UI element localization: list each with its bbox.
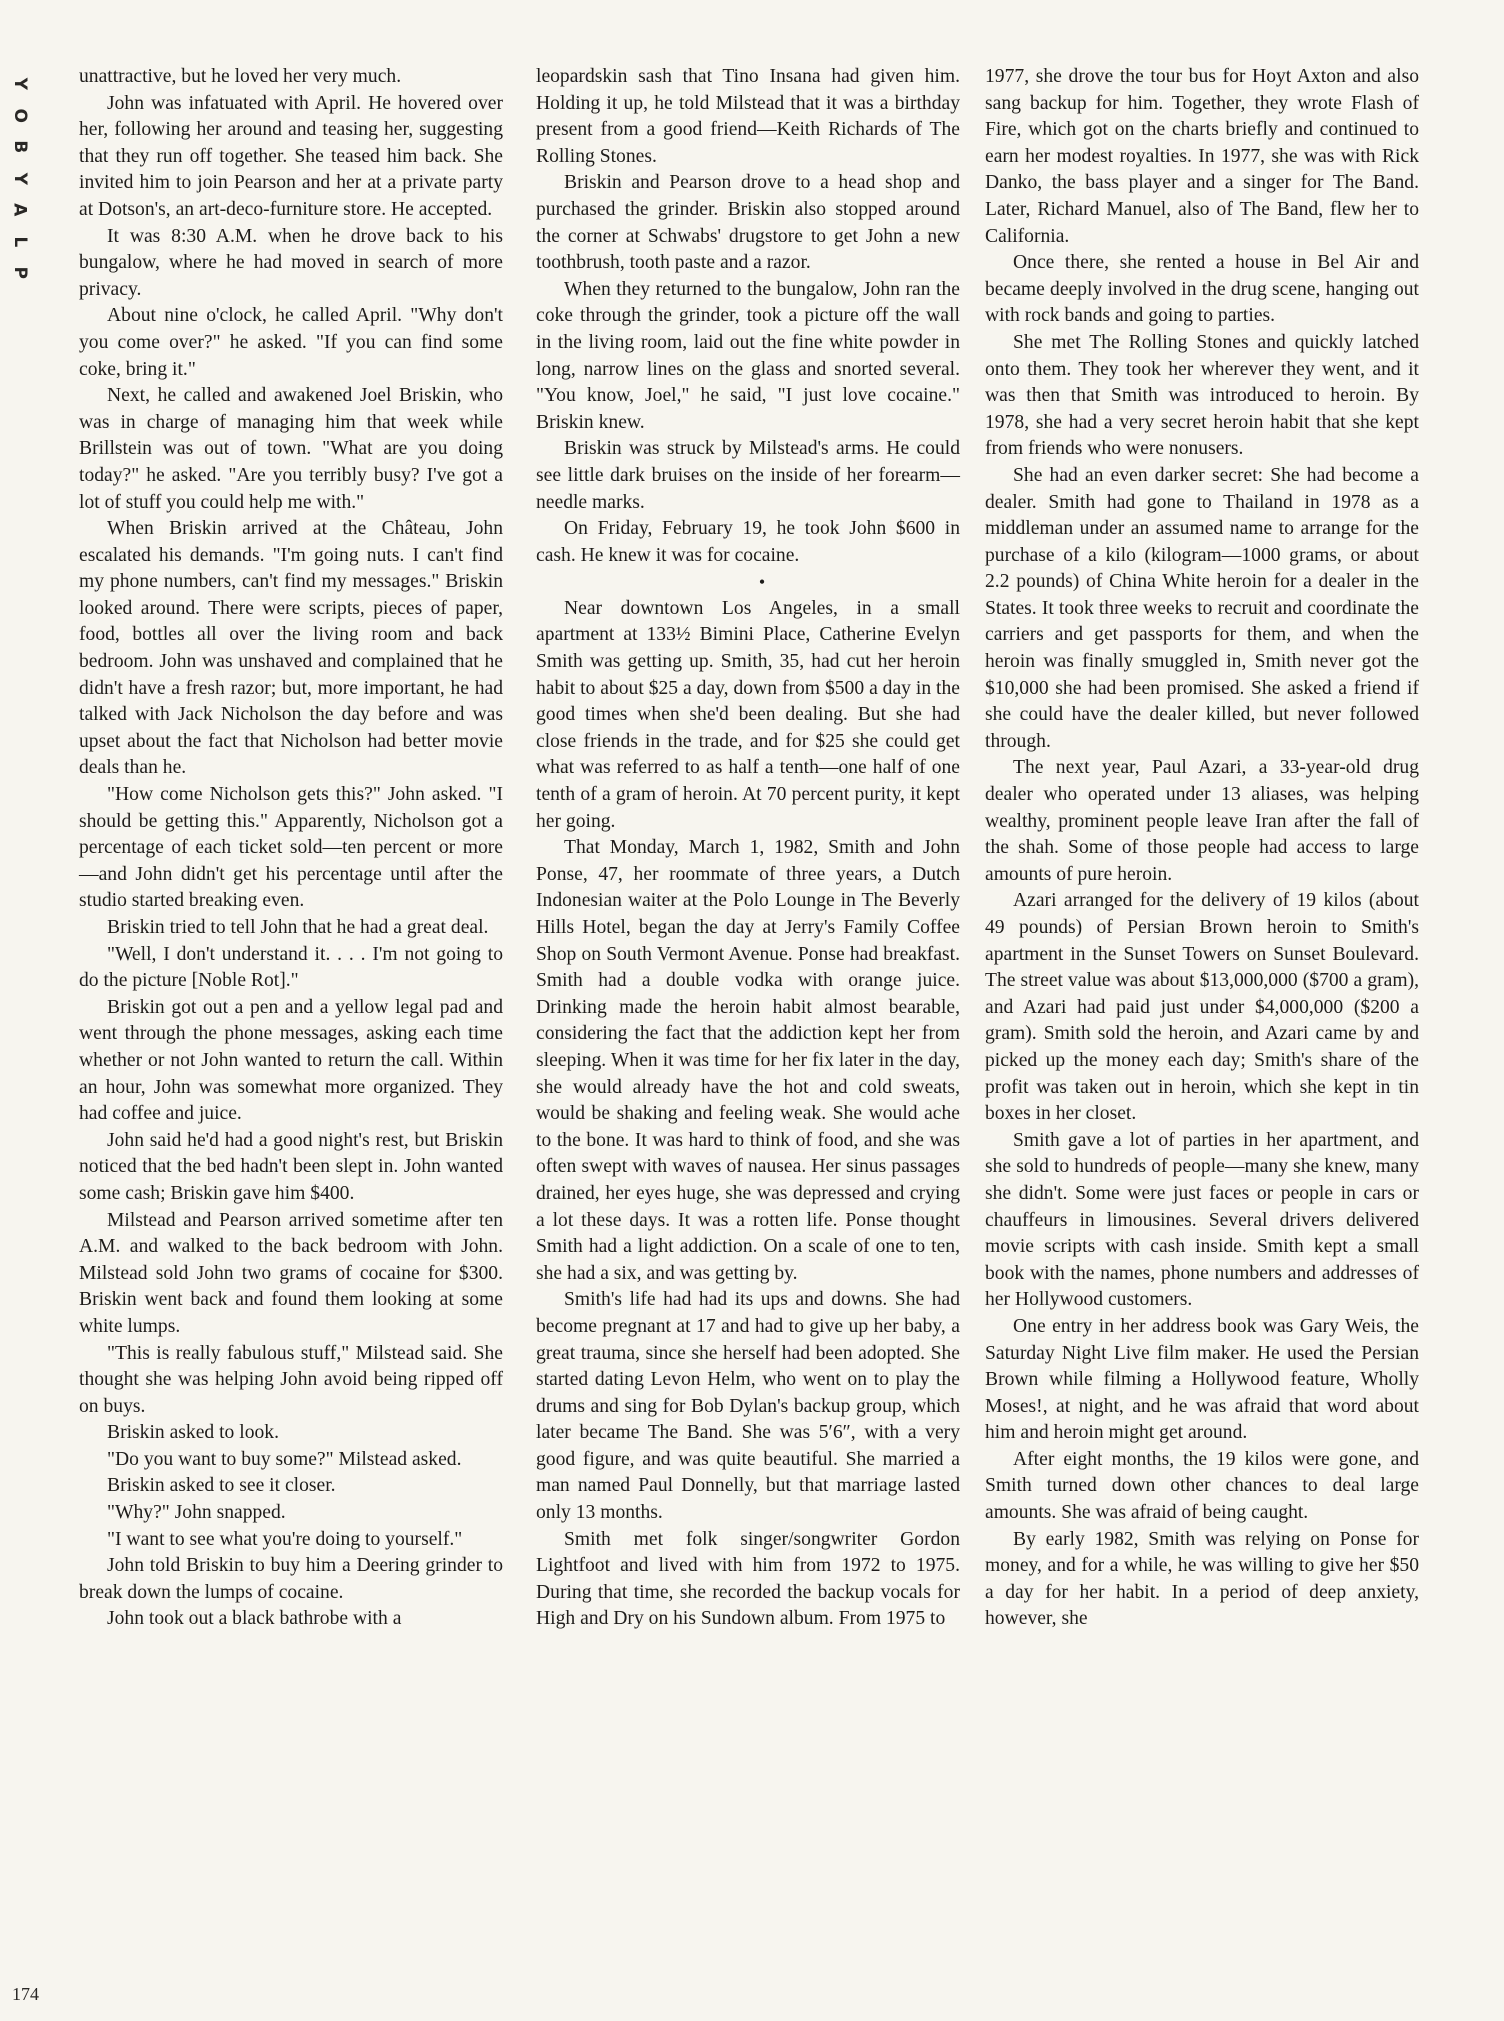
paragraph: Milstead and Pearson arrived sometime after ten A.M. and walked to the back bedroom with John. Milstead sold John two grams of cocaine for $300. Briskin went back and found them looking at some white lumps. [79,1209,503,1337]
paragraph: That Monday, March 1, 1982, Smith and John Ponse, 47, her roommate of three years, a Dutch Indonesian waiter at the Polo Lounge in The Beverly Hills Hotel, began the day at Jerry's Family Coffee Shop on South Vermont Avenue. Ponse had breakfast. Smith had a double vodka with orange juice. Drinking made the heroin habit almost bearable, considering the fact that the addiction kept her from sleeping. When it was time for her fix later in the day, she would already have the hot and cold sweats, would be shaking and feeling weak. She would ache to the bone. It was hard to think of food, and she was often swept with waves of nausea. Her sinus passages drained, her eyes huge, she was depressed and crying a lot these days. It was a rotten life. Ponse thought Smith had a light addiction. On a scale of one to ten, she had a six, and was getting by. [536,837,960,1284]
paragraph: "I want to see what you're doing to yourself." [107,1528,463,1550]
paragraph: "This is really fabulous stuff," Milstead said. She thought she was helping John avoid being ripped off on buys. [79,1342,503,1417]
masthead-letter: O [9,108,30,123]
paragraph: About nine o'clock, he called April. "Why don't you come over?" he asked. "If you can find some coke, bring it." [79,305,503,380]
paragraph: Briskin was struck by Milstead's arms. He could see little dark bruises on the inside of her forearm—needle marks. [536,438,960,513]
paragraph: John took out a black bathrobe with a [107,1608,402,1630]
masthead-letter: B [9,140,30,154]
magazine-masthead [6,68,32,289]
paragraph: leopardskin sash that Tino Insana had given him. Holding it up, he told Milstead that it was a birthday present from a good friend—Keith Richards of The Rolling Stones. [536,66,960,167]
masthead-letter: A [9,203,30,217]
paragraph: She met The Rolling Stones and quickly latched onto them. They took her wherever they went, and it was then that Smith was introduced to heroin. By 1978, she had a very secret heroin habit that she kept from friends who were nonusers. [985,331,1419,460]
paragraph: unattractive, but he loved her very much. [79,66,402,87]
paragraph: "Do you want to buy some?" Milstead asked. [107,1448,462,1470]
paragraph: Briskin got out a pen and a yellow legal pad and went through the phone messages, asking each time whether or not John wanted to return the call. Within an hour, John was somewhat more organized. They had coffee and juice. [79,996,503,1125]
paragraph: John was infatuated with April. He hovered over her, following her around and teasing her, suggesting that they run off together. She teased him back. She invited him to join Pearson and her at a private party at Dotson's, an art-deco-furniture store. He accepted. [79,92,503,220]
paragraph: Azari arranged for the delivery of 19 kilos (about 49 pounds) of Persian Brown heroin to Smith's apartment in the Sunset Towers on Sunset Boulevard. The street value was about $13,000,000 ($700 a gram), and Azari had paid just under $4,000,000 ($200 a gram). Smith sold the heroin, and Azari came by and picked up the money each day; Smith's share of the profit was taken out in heroin, which she kept in tin boxes in her closet. [985,890,1419,1125]
paragraph: John said he'd had a good night's rest, but Briskin noticed that the bed hadn't been slept in. John wanted some cash; Briskin gave him $400. [79,1129,503,1204]
paragraph: "How come Nicholson gets this?" John asked. "I should be getting this." Apparently, Nicholson got a percentage of each ticket sold—ten percent or more—and John didn't get his percentage until after the studio started breaking even. [79,784,503,912]
paragraph: After eight months, the 19 kilos were gone, and Smith turned down other chances to deal large amounts. She was afraid of being caught. [985,1448,1419,1524]
paragraph: It was 8:30 A.M. when he drove back to his bungalow, where he had moved in search of more privacy. [79,225,503,300]
text-column-2 [536,64,960,1633]
paragraph: On Friday, February 19, he took John $600 in cash. He knew it was for cocaine. [536,518,960,566]
paragraph: Near downtown Los Angeles, in a small apartment at 133½ Bimini Place, Catherine Evelyn Smith was getting up. Smith, 35, had cut her heroin habit to about $25 a day, down from $500 a day in the good times when she'd been dealing. But she had close friends in the trade, and for $25 she could get what was referred to as half a tenth—one half of one tenth of a gram of heroin. At 70 percent purity, it kept her going. [536,597,960,832]
paragraph: Next, he called and awakened Joel Briskin, who was in charge of managing him that week while Brillstein was out of town. "What are you doing today?" he asked. "Are you terribly busy? I've got a lot of stuff you could help me with." [79,385,503,513]
paragraph: By early 1982, Smith was relying on Ponse for money, and for a while, he was willing to give her $50 a day for her habit. In a period of deep anxiety, however, she [985,1528,1419,1630]
paragraph: Briskin asked to see it closer. [107,1475,336,1497]
section-separator: • [758,572,766,593]
paragraph: Briskin tried to tell John that he had a great deal. [107,917,489,938]
paragraph: "Why?" John snapped. [107,1502,286,1524]
paragraph: Smith gave a lot of parties in her apartment, and she sold to hundreds of people—many she knew, many she didn't. Some were just faces or people in cars or chauffeurs in limousines. Several drivers delivered movie scripts with cash inside. Smith kept a small book with the names, phone numbers and addresses of her Hollywood customers. [985,1129,1419,1311]
paragraph: Once there, she rented a house in Bel Air and became deeply involved in the drug scene, hanging out with rock bands and going to parties. [985,252,1419,327]
text-column-1 [79,64,503,1633]
paragraph: She had an even darker secret: She had become a dealer. Smith had gone to Thailand in 1978 as a middleman under an assumed name to arrange for the purchase of a kilo (kilogram—1000 grams, or about 2.2 pounds) of China White heroin for a dealer in the States. It took three weeks to recruit and coordinate the carriers and get passports for them, and when the heroin was finally smuggled in, Smith never got the $10,000 she had been promised. She asked a friend if she could have the dealer killed, but never followed through. [985,464,1419,752]
text-column-3 [985,64,1419,1633]
masthead-letter: L [9,235,30,247]
paragraph: John told Briskin to buy him a Deering grinder to break down the lumps of cocaine. [79,1555,503,1603]
masthead-letter: Y [9,77,30,90]
masthead-letter: P [9,266,30,279]
paragraph: "Well, I don't understand it. . . . I'm not going to do the picture [Noble Rot]." [79,943,503,992]
paragraph: Smith met folk singer/songwriter Gordon Lightfoot and lived with him from 1972 to 1975. During that time, she recorded the backup vocals for High and Dry on his Sundown album. From 1975 to [536,1528,960,1630]
paragraph: 1977, she drove the tour bus for Hoyt Axton and also sang backup for him. Together, they wrote Flash of Fire, which got on the charts briefly and continued to earn her modest royalties. In 1977, she was with Rick Danko, the bass player and a singer for The Band. Later, Richard Manuel, also of The Band, flew her to California. [985,66,1419,247]
paragraph: When they returned to the bungalow, John ran the coke through the grinder, took a picture off the wall in the living room, laid out the fine white powder in long, narrow lines on the glass and snorted several. "You know, Joel," he said, "I just love cocaine." Briskin knew. [536,278,960,433]
paragraph: When Briskin arrived at the Château, John escalated his demands. "I'm going nuts. I can't find my phone numbers, can't find my messages." Briskin looked around. There were scripts, pieces of paper, food, bottles all over the living room and back bedroom. John was unshaved and complained that he didn't have a fresh razor; but, more important, he had talked with Jack Nicholson the day before and was upset about the fact that Nicholson had better movie deals than he. [79,518,503,779]
paragraph: Briskin asked to look. [107,1422,279,1444]
paragraph: Smith's life had had its ups and downs. She had become pregnant at 17 and had to give up her baby, a great trauma, since she herself had been adopted. She started dating Levon Helm, who went on to play the drums and sing for Bob Dylan's backup group, which later became The Band. She was 5′6″, with a very good figure, and was quite beautiful. She married a man named Paul Donnelly, but that marriage lasted only 13 months. [536,1289,960,1524]
masthead-letter: Y [9,172,30,185]
paragraph: Briskin and Pearson drove to a head shop and purchased the grinder. Briskin also stopped around the corner at Schwabs' drugstore to get John a new toothbrush, tooth paste and a razor. [536,172,960,274]
page-number: 174 [12,1984,39,2004]
paragraph: The next year, Paul Azari, a 33-year-old drug dealer who operated under 13 aliases, was helping wealthy, prominent people leave Iran after the fall of the shah. Some of those people had access to large amounts of pure heroin. [985,757,1419,885]
paragraph: One entry in her address book was Gary Weis, the Saturday Night Live film maker. He used the Persian Brown while filming a Hollywood feature, Wholly Moses!, at night, and he was afraid that word about him and heroin might get around. [985,1315,1419,1444]
